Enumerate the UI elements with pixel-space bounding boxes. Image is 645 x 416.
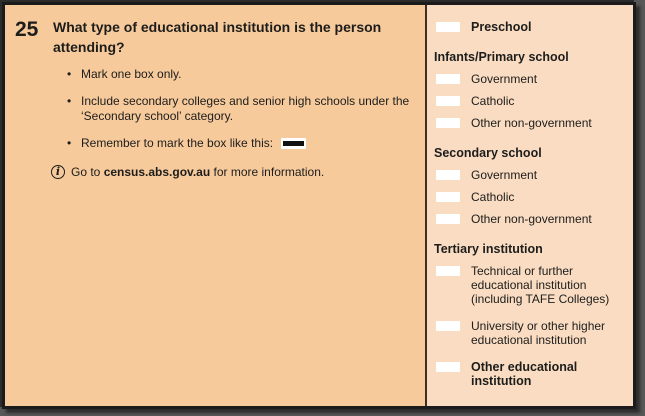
- option-label: Government: [471, 168, 538, 182]
- group-header: Infants/Primary school: [434, 50, 569, 64]
- answer-option: [434, 212, 629, 226]
- info-note: [51, 165, 419, 180]
- answer-option: [434, 190, 629, 204]
- answer-option: [434, 72, 629, 86]
- checkbox-other-educational-institution[interactable]: [436, 362, 460, 372]
- option-label: Technical or further educational institution (including TAFE Colleges): [471, 264, 610, 306]
- option-label: Catholic: [471, 190, 515, 204]
- bullet-icon: •: [67, 67, 72, 81]
- option-label: Catholic: [471, 94, 515, 108]
- mark-bar-icon: [283, 141, 304, 146]
- info-suffix: for more information.: [210, 165, 325, 179]
- bullet-icon: •: [67, 136, 72, 150]
- instruction-item: [67, 67, 419, 82]
- answer-option: [434, 264, 629, 306]
- option-label: University or other higher educational institution: [471, 319, 606, 347]
- option-label: Government: [471, 72, 538, 86]
- checkbox-tertiary-university[interactable]: [436, 321, 460, 331]
- instruction-text: Mark one box only.: [81, 67, 182, 81]
- answer-group-secondary: [434, 146, 629, 226]
- checkbox-infants-other-non-government[interactable]: [436, 118, 460, 128]
- answer-option: [434, 168, 629, 182]
- answer-group-infants-primary: [434, 50, 629, 130]
- info-text: [71, 165, 324, 180]
- info-url: census.abs.gov.au: [103, 165, 211, 179]
- instruction-text-mark: Remember to mark the box like this:: [81, 136, 274, 150]
- answer-column: [427, 5, 633, 406]
- info-icon: i: [51, 165, 65, 179]
- checkbox-infants-government[interactable]: [436, 74, 460, 84]
- answer-option: [434, 319, 629, 347]
- census-question-panel: [2, 2, 636, 409]
- instruction-item: [67, 94, 419, 124]
- checkbox-tertiary-technical[interactable]: [436, 266, 460, 276]
- bullet-icon: •: [67, 94, 72, 108]
- checkbox-infants-catholic[interactable]: [436, 96, 460, 106]
- instruction-item: [67, 136, 419, 151]
- option-label: Other non-government: [471, 116, 592, 130]
- checkbox-secondary-catholic[interactable]: [436, 192, 460, 202]
- answer-option: [434, 20, 629, 34]
- checkbox-preschool[interactable]: [436, 22, 460, 32]
- option-label: Preschool: [471, 20, 532, 34]
- answer-option: [434, 360, 629, 388]
- group-header: Secondary school: [434, 146, 542, 160]
- option-label: Other non-government: [471, 212, 592, 226]
- question-column: [5, 5, 425, 406]
- checkbox-secondary-government[interactable]: [436, 170, 460, 180]
- info-prefix: Go to: [71, 165, 104, 179]
- mark-example-box: [281, 138, 306, 149]
- answer-option: [434, 116, 629, 130]
- instruction-text: Include secondary colleges and senior high schools under the ‘Secondary school’ category.: [81, 94, 410, 123]
- checkbox-secondary-other-non-government[interactable]: [436, 214, 460, 224]
- question-number: 25: [15, 18, 39, 41]
- answer-group-tertiary: [434, 242, 629, 347]
- instruction-text: [81, 136, 306, 151]
- group-header: Tertiary institution: [434, 242, 543, 256]
- instruction-list: [67, 67, 419, 151]
- question-title: What type of educational institution is the person attending?: [53, 19, 382, 55]
- option-label: Other educational institution: [471, 360, 578, 388]
- answer-option: [434, 94, 629, 108]
